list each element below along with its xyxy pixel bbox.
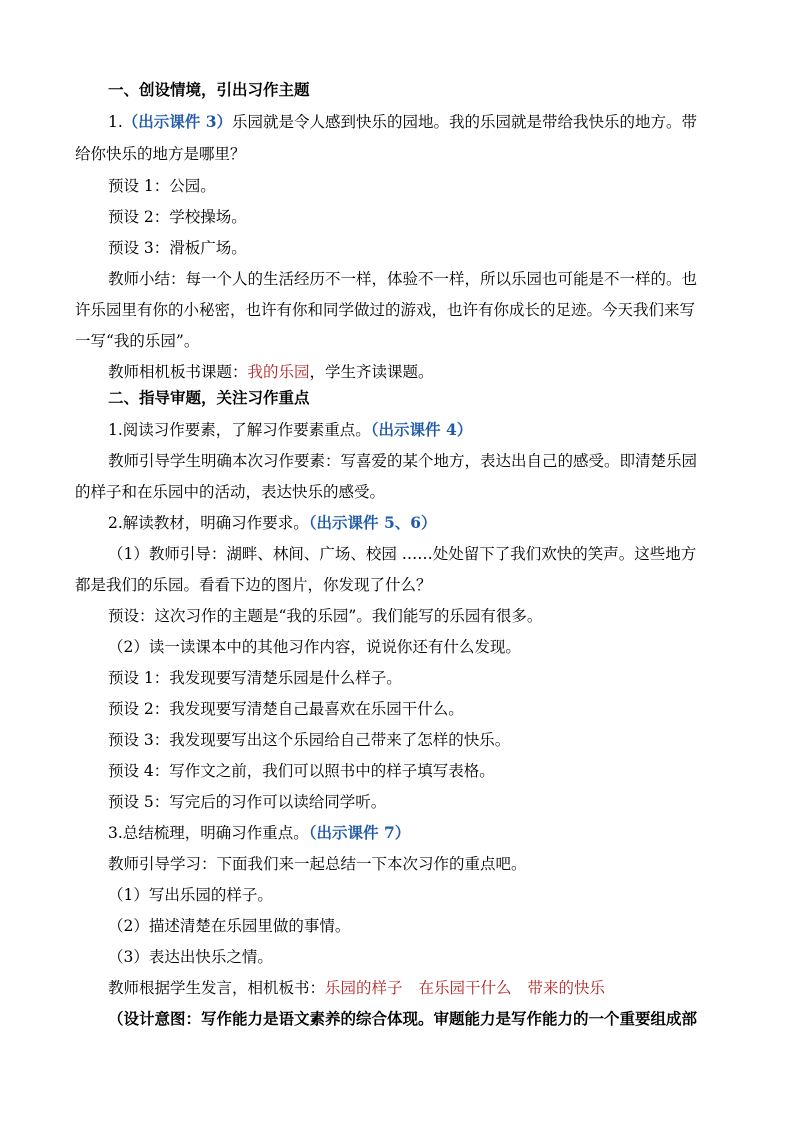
board2-item-3: 带来的快乐: [527, 979, 606, 997]
focus-1: （1）写出乐园的样子。: [108, 886, 273, 904]
section2-heading: 二、指导审题，关注习作重点: [108, 388, 310, 407]
board2-prefix: 教师根据学生发言，相机板书：: [108, 979, 326, 997]
item1-paragraph-line2: 的样子和在乐园中的活动，表达快乐的感受。: [75, 483, 386, 501]
item1-paragraph-line1: 教师引导学生明确本次习作要素：写喜爱的某个地方，表达出自己的感受。即清楚乐园: [108, 452, 698, 470]
item3-guide: 教师引导学习：下面我们来一起总结一下本次习作的重点吧。: [108, 855, 527, 873]
board-prefix: 教师相机板书课题：: [108, 363, 248, 381]
item2-line: [108, 508, 728, 538]
preset-3: 预设 3：滑板广场。: [108, 239, 247, 257]
board-suffix: ，学生齐读课题。: [309, 363, 434, 381]
question1-line2: 给你快乐的地方是哪里？: [75, 145, 246, 163]
preset-2: 预设 2：学校操场。: [108, 208, 247, 226]
question1-text: 乐园就是令人感到快乐的园地。我的乐园就是带给我快乐的地方。带: [231, 113, 697, 131]
focus-2: （2）描述清楚在乐园里做的事情。: [108, 917, 351, 935]
courseware-tag-3: （出示课件 3）: [122, 112, 232, 131]
discovery-preset-2: 预设 2：我发现要写清楚自己最喜欢在乐园干什么。: [108, 700, 464, 718]
focus-3: （3）表达出快乐之情。: [108, 948, 273, 966]
board2-item-2: 在乐园干什么: [418, 979, 512, 997]
question1-line1: [108, 107, 728, 137]
teacher-summary-line3: 一写“我的乐园”。: [75, 332, 200, 350]
courseware-tag-7: （出示课件 7）: [308, 823, 411, 842]
item2-preset: 预设：这次习作的主题是“我的乐园”。我们能写的乐园有很多。: [108, 607, 543, 625]
discovery-preset-1: 预设 1：我发现要写清楚乐园是什么样子。: [108, 669, 402, 687]
board-title: 我的乐园: [247, 363, 310, 381]
question1-number: 1.: [108, 113, 123, 131]
design-intent-note: （设计意图：写作能力是语文素养的综合体现。审题能力是写作能力的一个重要组成部: [108, 1009, 698, 1028]
item1-line: [108, 415, 728, 445]
item3-line: [108, 818, 728, 848]
section1-heading: 一、创设情境，引出习作主题: [108, 80, 310, 99]
teacher-summary-line2: 许乐园里有你的小秘密，也许有你和同学做过的游戏，也许有你成长的足迹。今天我们来写: [75, 301, 696, 319]
item1-text: 1.阅读习作要素，了解习作要素重点。: [108, 421, 371, 439]
item2-guide-line2: 都是我们的乐园。看看下边的图片，你发现了什么？: [75, 576, 432, 594]
courseware-tag-5-6: （出示课件 5、6）: [308, 513, 437, 532]
item2-guide-2: （2）读一读课本中的其他习作内容，说说你还有什么发现。: [108, 638, 521, 656]
preset-1: 预设 1：公园。: [108, 177, 216, 195]
item3-text: 3.总结梳理，明确习作重点。: [108, 824, 309, 842]
discovery-preset-5: 预设 5：写完后的习作可以读给同学听。: [108, 793, 387, 811]
item2-text: 2.解读教材，明确习作要求。: [108, 514, 309, 532]
courseware-tag-4: （出示课件 4）: [370, 420, 473, 439]
discovery-preset-4: 预设 4：写作文之前，我们可以照书中的样子填写表格。: [108, 762, 495, 780]
board-writing-summary: [108, 973, 728, 1003]
discovery-preset-3: 预设 3：我发现要写出这个乐园给自己带来了怎样的快乐。: [108, 731, 511, 749]
item2-guide-line1: （1）教师引导：湖畔、林间、广场、校园 ……处处留下了我们欢快的笑声。这些地方: [108, 545, 697, 563]
board2-item-1: 乐园的样子: [325, 979, 403, 997]
teacher-summary-line1: 教师小结：每一个人的生活经历不一样，体验不一样，所以乐园也可能是不一样的。也: [108, 270, 698, 288]
